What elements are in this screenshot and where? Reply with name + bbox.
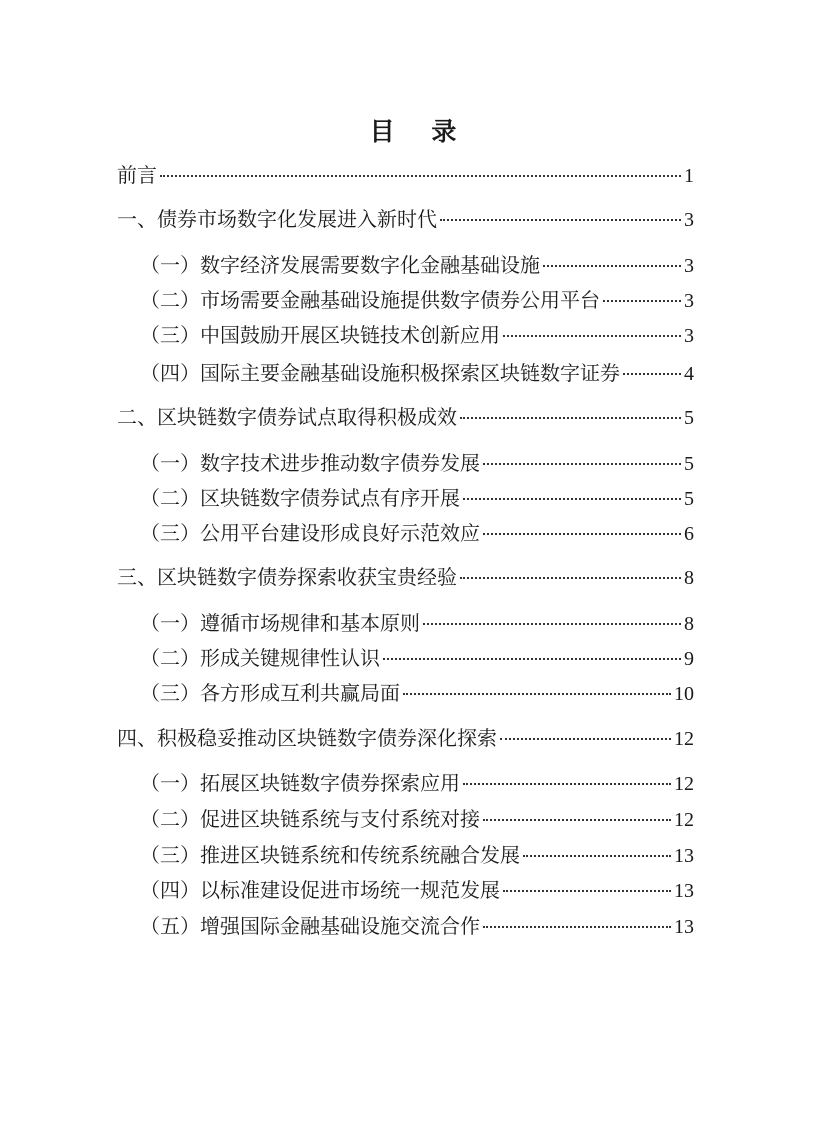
toc-entry-label: （一）数字技术进步推动数字债券发展 — [140, 451, 480, 475]
toc-dot-leader — [623, 373, 681, 375]
toc-page-number: 10 — [674, 683, 694, 705]
toc-dot-leader — [440, 219, 681, 221]
toc-subsection-entry[interactable] — [140, 912, 694, 941]
toc-page-number: 8 — [684, 613, 694, 635]
toc-page-number: 12 — [674, 809, 694, 831]
toc-dot-leader — [463, 498, 681, 500]
toc-page-number: 3 — [684, 325, 694, 347]
toc-subsection-entry[interactable] — [140, 679, 694, 708]
toc-dot-leader — [483, 463, 681, 465]
toc-section-entry[interactable] — [117, 724, 694, 753]
toc-dot-leader — [523, 855, 671, 857]
toc-page-number: 5 — [684, 407, 694, 429]
toc-section-entry[interactable] — [117, 403, 694, 432]
toc-page-number: 12 — [674, 773, 694, 795]
toc-page-number: 6 — [684, 523, 694, 545]
toc-entry-label: （二）促进区块链系统与支付系统对接 — [140, 807, 480, 831]
toc-subsection-entry[interactable] — [140, 609, 694, 638]
toc-dot-leader — [160, 175, 681, 177]
toc-subsection-entry[interactable] — [140, 449, 694, 478]
toc-entry-label: （二）形成关键规律性认识 — [140, 646, 380, 670]
toc-entry-label: 二、区块链数字债券试点取得积极成效 — [117, 405, 457, 429]
toc-subsection-entry[interactable] — [140, 251, 694, 280]
toc-dot-leader — [503, 890, 671, 892]
toc-entry-label: （三）公用平台建设形成良好示范效应 — [140, 521, 480, 545]
toc-dot-leader — [460, 577, 681, 579]
toc-page-number: 3 — [684, 290, 694, 312]
toc-page-number: 13 — [674, 845, 694, 867]
toc-subsection-entry[interactable] — [140, 519, 694, 548]
toc-section-entry[interactable] — [117, 205, 694, 234]
toc-dot-leader — [603, 300, 681, 302]
toc-subsection-entry[interactable] — [140, 286, 694, 315]
toc-dot-leader — [543, 265, 681, 267]
toc-page-number: 9 — [684, 648, 694, 670]
toc-page-number: 4 — [684, 363, 694, 385]
toc-subsection-entry[interactable] — [140, 841, 694, 870]
toc-page-number: 3 — [684, 209, 694, 231]
toc-entry-label: 四、积极稳妥推动区块链数字债券深化探索 — [117, 726, 497, 750]
toc-subsection-entry[interactable] — [140, 359, 694, 388]
toc-page-number: 13 — [674, 880, 694, 902]
toc-section-entry[interactable] — [117, 161, 694, 190]
toc-entry-label: （五）增强国际金融基础设施交流合作 — [140, 914, 480, 938]
toc-page-number: 5 — [684, 488, 694, 510]
toc-title: 目 录 — [369, 117, 471, 146]
toc-section-entry[interactable] — [117, 563, 694, 592]
toc-subsection-entry[interactable] — [140, 769, 694, 798]
toc-entry-label: （四）国际主要金融基础设施积极探索区块链数字证券 — [140, 361, 620, 385]
toc-page-number: 3 — [684, 255, 694, 277]
toc-dot-leader — [483, 926, 671, 928]
toc-subsection-entry[interactable] — [140, 644, 694, 673]
toc-entry-label: （三）推进区块链系统和传统系统融合发展 — [140, 843, 520, 867]
toc-entry-label: （四）以标准建设促进市场统一规范发展 — [140, 878, 500, 902]
toc-dot-leader — [483, 533, 681, 535]
toc-dot-leader — [463, 783, 671, 785]
toc-page-number: 12 — [674, 728, 694, 750]
toc-subsection-entry[interactable] — [140, 805, 694, 834]
toc-dot-leader — [423, 623, 681, 625]
toc-subsection-entry[interactable] — [140, 484, 694, 513]
toc-entry-label: （一）数字经济发展需要数字化金融基础设施 — [140, 253, 540, 277]
toc-page-number: 8 — [684, 567, 694, 589]
toc-page-number: 1 — [684, 165, 694, 187]
toc-subsection-entry[interactable] — [140, 876, 694, 905]
toc-page-number: 13 — [674, 916, 694, 938]
toc-entry-label: （三）各方形成互利共赢局面 — [140, 681, 400, 705]
toc-subsection-entry[interactable] — [140, 321, 694, 350]
toc-entry-label: 三、区块链数字债券探索收获宝贵经验 — [117, 565, 457, 589]
toc-dot-leader — [460, 417, 681, 419]
toc-dot-leader — [500, 738, 671, 740]
toc-entry-label: 一、债券市场数字化发展进入新时代 — [117, 207, 437, 231]
toc-dot-leader — [503, 335, 681, 337]
toc-entry-label: （二）区块链数字债券试点有序开展 — [140, 486, 460, 510]
toc-entry-label: 前言 — [117, 163, 157, 187]
toc-entry-label: （三）中国鼓励开展区块链技术创新应用 — [140, 323, 500, 347]
toc-dot-leader — [403, 693, 671, 695]
toc-entry-label: （一）拓展区块链数字债券探索应用 — [140, 771, 460, 795]
toc-entry-label: （一）遵循市场规律和基本原则 — [140, 611, 420, 635]
toc-page-number: 5 — [684, 453, 694, 475]
toc-dot-leader — [483, 819, 671, 821]
toc-entry-label: （二）市场需要金融基础设施提供数字债券公用平台 — [140, 288, 600, 312]
toc-dot-leader — [383, 658, 681, 660]
